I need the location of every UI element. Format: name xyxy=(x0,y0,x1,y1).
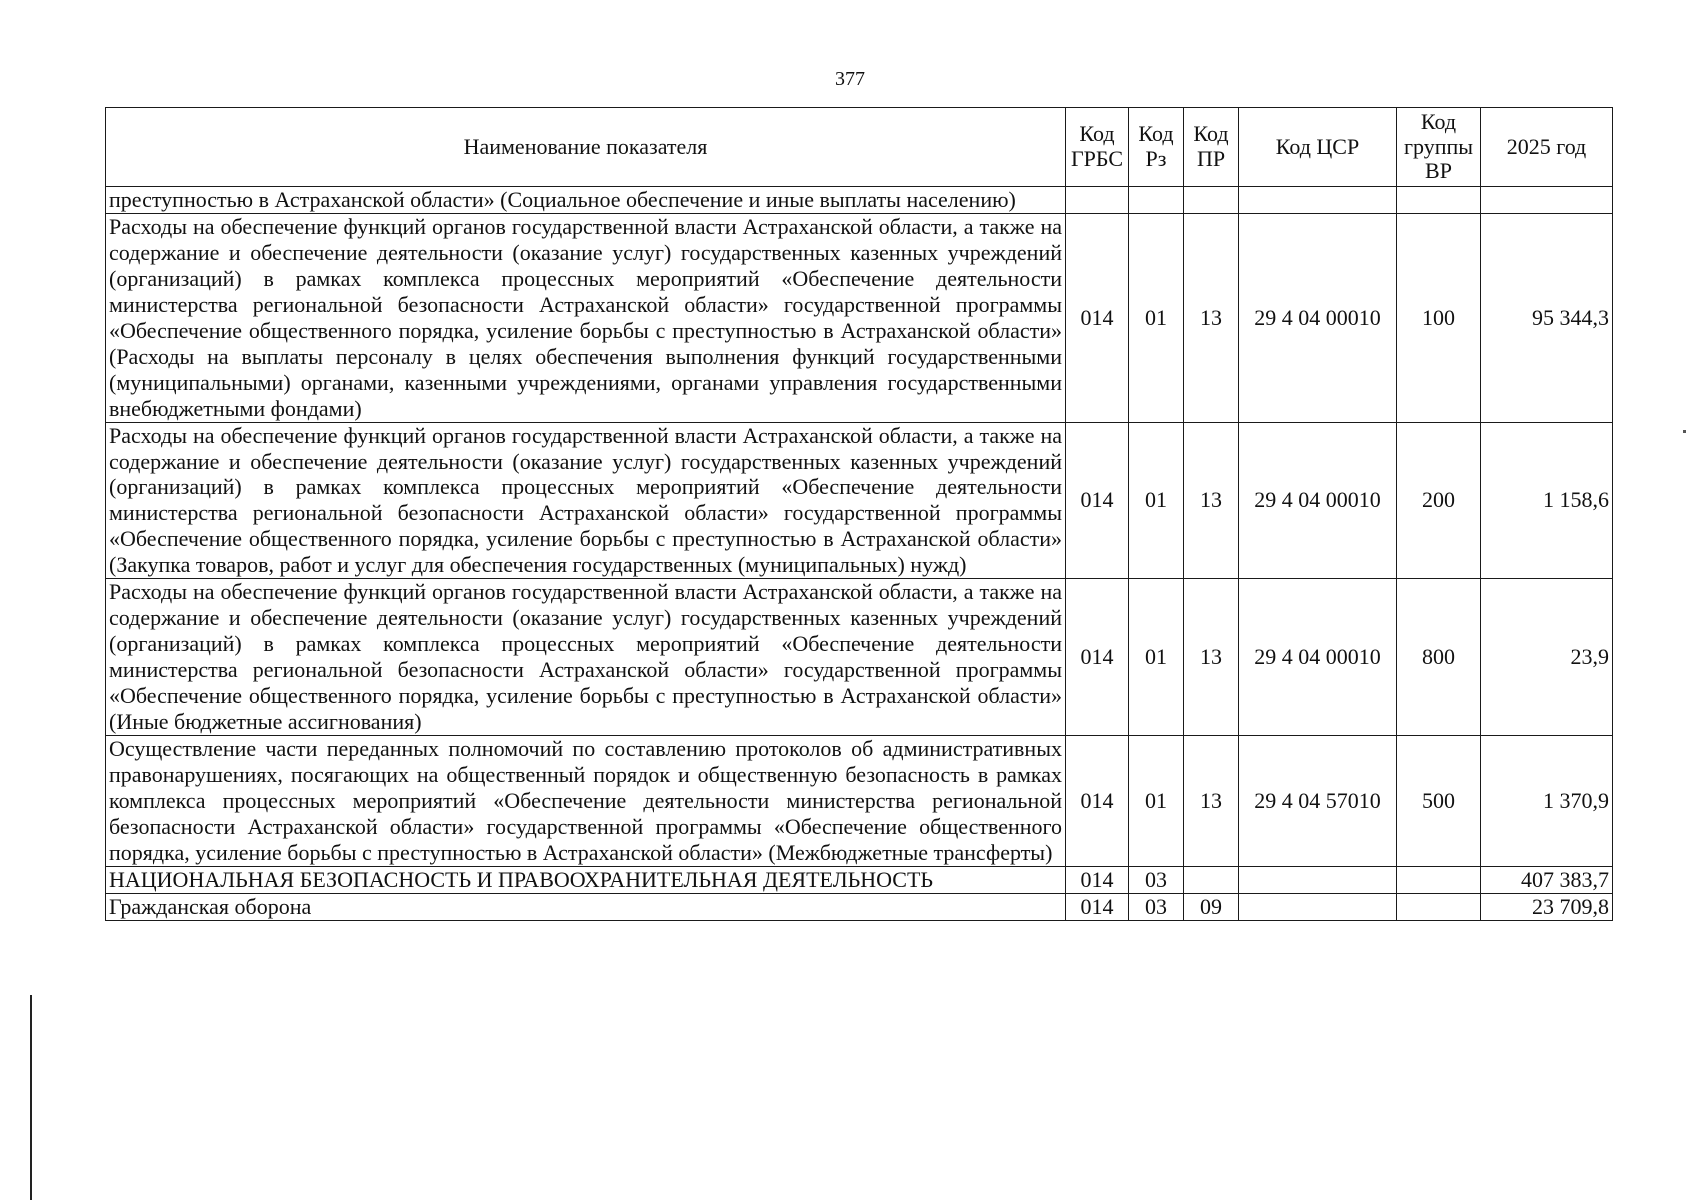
row-amount xyxy=(1481,187,1613,214)
row-grbs xyxy=(1066,187,1129,214)
row-vr: 800 xyxy=(1397,579,1481,736)
row-pr xyxy=(1184,866,1239,893)
row-csr xyxy=(1239,893,1397,920)
row-amount: 407 383,7 xyxy=(1481,866,1613,893)
row-grbs: 014 xyxy=(1066,213,1129,422)
row-pr: 09 xyxy=(1184,893,1239,920)
row-pr xyxy=(1184,187,1239,214)
row-vr: 200 xyxy=(1397,422,1481,579)
row-grbs: 014 xyxy=(1066,736,1129,867)
header-grbs: Код ГРБС xyxy=(1066,108,1129,187)
table-row xyxy=(106,579,1613,736)
scan-speck xyxy=(1683,430,1686,433)
table-header-row xyxy=(106,108,1613,187)
table-row xyxy=(106,213,1613,422)
scan-margin-line xyxy=(30,995,32,1200)
row-rz xyxy=(1129,187,1184,214)
row-name: преступностью в Астраханской области» (Социальное обеспечение и иные выплаты населению) xyxy=(106,187,1066,214)
row-amount: 1 158,6 xyxy=(1481,422,1613,579)
header-vr: Код группы ВР xyxy=(1397,108,1481,187)
table-row xyxy=(106,893,1613,920)
row-rz: 03 xyxy=(1129,893,1184,920)
row-csr xyxy=(1239,866,1397,893)
table-row xyxy=(106,736,1613,867)
row-grbs: 014 xyxy=(1066,893,1129,920)
page-number: 377 xyxy=(835,68,865,90)
row-amount: 95 344,3 xyxy=(1481,213,1613,422)
row-csr: 29 4 04 00010 xyxy=(1239,579,1397,736)
row-rz: 01 xyxy=(1129,579,1184,736)
row-csr: 29 4 04 00010 xyxy=(1239,213,1397,422)
row-name: Расходы на обеспечение функций органов государственной власти Астраханской области, а также на содержание и обеспечение деятельности (оказание услуг) государственных казенных учреждений (организаций) в рамках комплекса процессных мероприятий «Обеспечение деятельности министерства региональной безопасности Астраханской области» государственной программы «Обеспечение общественного порядка, усиление борьбы с преступностью в Астраханской области» (Закупка товаров, работ и услуг для обеспечения государственных (муниципальных) нужд) xyxy=(106,422,1066,579)
row-amount: 1 370,9 xyxy=(1481,736,1613,867)
row-pr: 13 xyxy=(1184,579,1239,736)
budget-table xyxy=(105,107,1613,921)
header-name: Наименование показателя xyxy=(106,108,1066,187)
row-name: Расходы на обеспечение функций органов государственной власти Астраханской области, а также на содержание и обеспечение деятельности (оказание услуг) государственных казенных учреждений (организаций) в рамках комплекса процессных мероприятий «Обеспечение деятельности министерства региональной безопасности Астраханской области» государственной программы «Обеспечение общественного порядка, усиление борьбы с преступностью в Астраханской области» (Расходы на выплаты персоналу в целях обеспечения выполнения функций государственными (муниципальными) органами, казенными учреждениями, органами управления государственными внебюджетными фондами) xyxy=(106,213,1066,422)
row-grbs: 014 xyxy=(1066,422,1129,579)
row-name: Осуществление части переданных полномочий по составлению протоколов об административных правонарушениях, посягающих на общественный порядок и общественную безопасность в рамках комплекса процессных мероприятий «Обеспечение деятельности министерства региональной безопасности Астраханской области» государственной программы «Обеспечение общественного порядка, усиление борьбы с преступностью в Астраханской области» (Межбюджетные трансферты) xyxy=(106,736,1066,867)
table-row xyxy=(106,866,1613,893)
row-rz: 03 xyxy=(1129,866,1184,893)
row-pr: 13 xyxy=(1184,736,1239,867)
header-csr: Код ЦСР xyxy=(1239,108,1397,187)
row-name: НАЦИОНАЛЬНАЯ БЕЗОПАСНОСТЬ И ПРАВООХРАНИТЕЛЬНАЯ ДЕЯТЕЛЬНОСТЬ xyxy=(106,866,1066,893)
row-pr: 13 xyxy=(1184,422,1239,579)
header-year: 2025 год xyxy=(1481,108,1613,187)
row-vr xyxy=(1397,893,1481,920)
row-rz: 01 xyxy=(1129,213,1184,422)
row-vr xyxy=(1397,187,1481,214)
table-row xyxy=(106,422,1613,579)
row-amount: 23,9 xyxy=(1481,579,1613,736)
row-pr: 13 xyxy=(1184,213,1239,422)
row-name: Расходы на обеспечение функций органов государственной власти Астраханской области, а также на содержание и обеспечение деятельности (оказание услуг) государственных казенных учреждений (организаций) в рамках комплекса процессных мероприятий «Обеспечение деятельности министерства региональной безопасности Астраханской области» государственной программы «Обеспечение общественного порядка, усиление борьбы с преступностью в Астраханской области» (Иные бюджетные ассигнования) xyxy=(106,579,1066,736)
row-amount: 23 709,8 xyxy=(1481,893,1613,920)
row-rz: 01 xyxy=(1129,736,1184,867)
table-row xyxy=(106,187,1613,214)
row-vr xyxy=(1397,866,1481,893)
row-csr xyxy=(1239,187,1397,214)
row-vr: 500 xyxy=(1397,736,1481,867)
row-grbs: 014 xyxy=(1066,579,1129,736)
row-name: Гражданская оборона xyxy=(106,893,1066,920)
row-csr: 29 4 04 00010 xyxy=(1239,422,1397,579)
row-rz: 01 xyxy=(1129,422,1184,579)
row-vr: 100 xyxy=(1397,213,1481,422)
row-csr: 29 4 04 57010 xyxy=(1239,736,1397,867)
header-pr: Код ПР xyxy=(1184,108,1239,187)
row-grbs: 014 xyxy=(1066,866,1129,893)
header-rz: Код Рз xyxy=(1129,108,1184,187)
